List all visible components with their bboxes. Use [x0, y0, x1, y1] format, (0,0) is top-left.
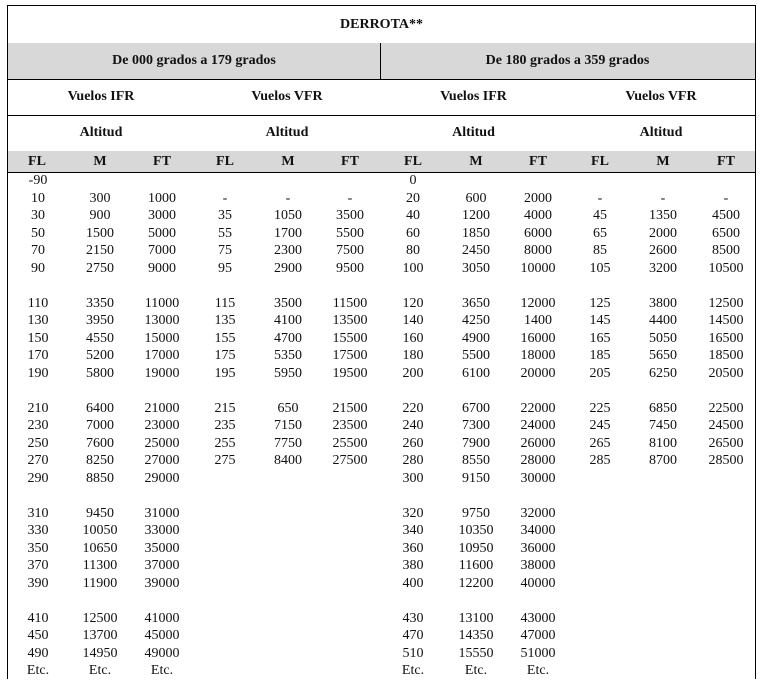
column-header-ft: FT	[717, 154, 735, 169]
column-header-row	[8, 151, 755, 173]
cell-fl: 125	[589, 295, 611, 311]
range-east: De 000 grados a 179 grados	[112, 53, 276, 68]
cell-ft: 21500	[332, 400, 368, 416]
column-header-m: M	[93, 154, 107, 169]
cell-ft: 18500	[708, 348, 744, 363]
cell-ft: 47000	[520, 628, 556, 643]
cell-ft: 4000	[524, 208, 552, 223]
range-west: De 180 grados a 359 grados	[485, 53, 650, 68]
cell-fl: 140	[402, 313, 424, 328]
cell-m: 12500	[82, 610, 118, 626]
cell-ft: 23500	[332, 418, 368, 433]
cell-ft: 3500	[336, 208, 364, 223]
cell-ft: 28000	[520, 453, 556, 468]
cell-fl: 20	[406, 190, 420, 206]
cell-fl: 450	[27, 628, 49, 643]
cell-fl: 105	[589, 260, 611, 276]
cell-m: 5950	[274, 365, 302, 381]
cell-m: 12200	[458, 575, 494, 591]
cell-fl: 275	[214, 453, 236, 468]
cell-m: 3050	[462, 260, 490, 276]
cell-fl: 45	[593, 208, 607, 223]
cell-fl: 235	[214, 418, 236, 433]
cell-ft: 38000	[520, 558, 556, 573]
cell-m: 10350	[458, 523, 494, 538]
cell-m: 8400	[274, 453, 302, 468]
cell-m: 5350	[274, 348, 302, 363]
cell-ft: 20000	[520, 365, 556, 381]
cell-ft: 45000	[144, 628, 180, 643]
column-header-fl: FL	[404, 154, 422, 169]
cell-fl: 150	[27, 330, 49, 346]
cell-ft: 5500	[336, 225, 364, 241]
cell-ft: 32000	[520, 505, 556, 521]
cell-fl: 200	[402, 365, 424, 381]
cell-fl: 245	[589, 418, 611, 433]
cell-ft: 49000	[144, 645, 180, 661]
cell-m: 6400	[86, 400, 114, 416]
cell-m: 2000	[649, 225, 677, 241]
cell-fl: 490	[27, 645, 49, 661]
cell-ft: 36000	[520, 540, 556, 556]
cell-fl: 280	[402, 453, 424, 468]
cell-fl: 0	[409, 173, 417, 188]
cell-fl: 340	[402, 523, 424, 538]
cell-ft: 28500	[708, 453, 744, 468]
cell-ft: 7500	[336, 243, 364, 258]
cell-ft: 29000	[144, 470, 180, 486]
cell-fl: 215	[214, 400, 236, 416]
cell-ft: 11500	[332, 295, 368, 311]
cell-fl: 120	[402, 295, 424, 311]
cell-ft: 43000	[520, 610, 556, 626]
cell-fl: 350	[27, 540, 49, 556]
cell-fl: 75	[218, 243, 232, 258]
cell-m: 1850	[462, 225, 490, 241]
flight-type-ifr-east: Vuelos IFR	[67, 89, 135, 104]
column-header-fl: FL	[28, 154, 46, 169]
cell-m: Etc.	[88, 663, 112, 678]
cell-m: 1500	[86, 225, 114, 241]
cell-fl: 400	[402, 575, 424, 591]
cell-ft: 24000	[520, 418, 556, 433]
cell-ft: 17500	[332, 348, 368, 363]
column-header-ft: FT	[341, 154, 359, 169]
cell-m: 4900	[462, 330, 490, 346]
cell-ft: 4500	[712, 208, 740, 223]
cell-fl: Etc.	[401, 663, 425, 678]
cell-m: 650	[277, 400, 299, 416]
cell-fl: 190	[27, 365, 49, 381]
cell-ft: 41000	[144, 610, 180, 626]
cell-m: 7150	[274, 418, 302, 433]
cell-ft: 22000	[520, 400, 556, 416]
altitude-label: Altitud	[639, 125, 683, 140]
cell-fl: 205	[589, 365, 611, 381]
cell-m: 9450	[86, 505, 114, 521]
cell-m: 4250	[462, 313, 490, 328]
cell-ft: 15500	[332, 330, 368, 346]
cell-ft: Etc.	[150, 663, 174, 678]
altitude-label: Altitud	[79, 125, 123, 140]
cell-m: 11300	[82, 558, 118, 573]
cell-m: 10650	[82, 540, 118, 556]
cell-fl: 285	[589, 453, 611, 468]
cell-fl: 55	[218, 225, 232, 241]
cell-m: 15550	[458, 645, 494, 661]
cell-ft: 25000	[144, 435, 180, 451]
cell-m: 10050	[82, 523, 118, 538]
cell-m: 2300	[274, 243, 302, 258]
cell-m: 2450	[462, 243, 490, 258]
cell-ft: 5000	[148, 225, 176, 241]
table-title: DERROTA**	[340, 16, 423, 32]
cell-m: 8700	[649, 453, 677, 468]
cell-fl: 430	[402, 610, 424, 626]
cell-m: 3200	[649, 260, 677, 276]
cell-m: Etc.	[464, 663, 488, 678]
cell-ft: 21000	[144, 400, 180, 416]
cell-m: 1700	[274, 225, 302, 241]
cell-m: 2900	[274, 260, 302, 276]
cell-m: 3800	[649, 295, 677, 311]
cell-m: 7750	[274, 435, 302, 451]
cell-ft: 12000	[520, 295, 556, 311]
cell-ft: -	[723, 190, 729, 206]
cell-ft: 13000	[144, 313, 180, 328]
cell-m: 14950	[82, 645, 118, 661]
cell-ft: 17000	[144, 348, 180, 363]
cell-m: 4550	[86, 330, 114, 346]
cell-ft: 8500	[712, 243, 740, 258]
cell-fl: 225	[589, 400, 611, 416]
cell-fl: 100	[402, 260, 424, 276]
cell-ft: 3000	[148, 208, 176, 223]
column-header-ft: FT	[153, 154, 171, 169]
altitude-label: Altitud	[452, 125, 495, 140]
cell-ft: 20500	[708, 365, 744, 381]
cell-ft: 12500	[708, 295, 744, 311]
cell-fl: 160	[402, 330, 424, 346]
cell-fl: 165	[589, 330, 611, 346]
cell-fl: 360	[402, 540, 424, 556]
cell-ft: 10000	[520, 260, 556, 276]
cell-m: 9150	[462, 470, 490, 486]
altitude-table	[7, 5, 756, 679]
cell-ft: 35000	[144, 540, 180, 556]
cell-m: -	[285, 190, 291, 206]
cell-ft: 6000	[524, 225, 552, 241]
cell-fl: 310	[27, 505, 49, 521]
cell-fl: 380	[402, 558, 424, 573]
cell-ft: 19000	[144, 365, 180, 381]
cell-fl: -	[222, 190, 228, 206]
cell-fl: 265	[589, 435, 611, 451]
cell-fl: 35	[218, 208, 232, 223]
cell-m: 2150	[86, 243, 114, 258]
cell-m: 7900	[462, 435, 490, 451]
cell-fl: 180	[402, 348, 424, 363]
cell-m: 3500	[274, 295, 302, 311]
cell-m: 2600	[649, 243, 677, 258]
cell-ft: 1000	[148, 190, 176, 206]
cell-ft: 27000	[144, 453, 180, 468]
cell-m: 2750	[86, 260, 114, 276]
cell-fl: 185	[589, 348, 611, 363]
cell-ft: 13500	[332, 313, 368, 328]
cell-ft: 31000	[144, 505, 180, 521]
cell-fl: 230	[27, 418, 49, 433]
cell-ft: 33000	[144, 523, 180, 538]
cell-m: 5650	[649, 348, 677, 363]
cell-fl: 155	[214, 330, 236, 346]
cell-m: 900	[89, 208, 111, 223]
cell-fl: 220	[402, 400, 424, 416]
cell-fl: 65	[593, 225, 607, 241]
cell-m: 11600	[458, 558, 494, 573]
cell-fl: 90	[31, 260, 45, 276]
cell-m: 8100	[649, 435, 677, 451]
cell-m: 9750	[462, 505, 490, 521]
cell-fl: 290	[27, 470, 49, 486]
cell-ft: 39000	[144, 575, 180, 591]
cell-fl: 390	[27, 575, 49, 591]
altitude-row	[8, 115, 755, 152]
cell-fl: 195	[214, 365, 236, 381]
cell-m: 4100	[274, 313, 302, 328]
cell-fl: 95	[218, 260, 232, 276]
range-divider	[380, 43, 381, 79]
cell-ft: 9000	[148, 260, 176, 276]
column-header-m: M	[469, 154, 483, 169]
cell-ft: 23000	[144, 418, 180, 433]
cell-fl: 255	[214, 435, 236, 451]
cell-m: 5500	[462, 348, 490, 363]
cell-m: 3650	[462, 295, 490, 311]
cell-fl: 470	[402, 628, 424, 643]
cell-fl: 260	[402, 435, 424, 451]
cell-ft: 24500	[708, 418, 744, 433]
table-body	[8, 172, 755, 679]
cell-ft: 51000	[520, 645, 556, 661]
cell-m: 8850	[86, 470, 114, 486]
cell-ft: Etc.	[526, 663, 550, 678]
cell-fl: 510	[402, 645, 424, 661]
cell-fl: 145	[589, 313, 611, 328]
column-header-m: M	[281, 154, 295, 169]
cell-fl: 110	[27, 295, 49, 311]
cell-fl: 410	[27, 610, 49, 626]
cell-ft: 2000	[524, 190, 552, 206]
cell-m: 1200	[462, 208, 490, 223]
cell-ft: 6500	[712, 225, 740, 241]
flight-type-vfr-west: Vuelos VFR	[625, 89, 697, 104]
cell-m: 3950	[86, 313, 114, 328]
cell-fl: 170	[27, 348, 49, 363]
cell-m: 1050	[274, 208, 302, 223]
cell-ft: 22500	[708, 400, 744, 416]
cell-m: 7450	[649, 418, 677, 433]
cell-ft: 34000	[520, 523, 556, 538]
flight-type-vfr-east: Vuelos VFR	[251, 89, 323, 104]
cell-fl: 135	[214, 313, 236, 328]
cell-fl: 40	[406, 208, 420, 223]
cell-ft: 9500	[336, 260, 364, 276]
cell-fl: -90	[28, 173, 48, 188]
cell-ft: 19500	[332, 365, 368, 381]
cell-fl: 270	[27, 453, 49, 468]
cell-ft: 26000	[520, 435, 556, 451]
cell-fl: 85	[593, 243, 607, 258]
cell-m: 13100	[458, 610, 494, 626]
cell-m: 14350	[458, 628, 494, 643]
cell-m: 13700	[82, 628, 118, 643]
cell-m: 1350	[649, 208, 677, 223]
cell-m: 6250	[649, 365, 677, 381]
cell-ft: 37000	[144, 558, 180, 573]
cell-fl: 300	[402, 470, 424, 486]
range-row	[8, 43, 755, 80]
flight-type-ifr-west: Vuelos IFR	[440, 89, 507, 104]
cell-ft: 15000	[144, 330, 180, 346]
cell-fl: 370	[27, 558, 49, 573]
cell-fl: 80	[406, 243, 420, 258]
cell-m: 5200	[86, 348, 114, 363]
cell-ft: 40000	[520, 575, 556, 591]
cell-m: 6850	[649, 400, 677, 416]
cell-ft: 30000	[520, 470, 556, 486]
cell-fl: 30	[31, 208, 45, 223]
cell-m: 6100	[462, 365, 490, 381]
cell-fl: Etc.	[26, 663, 50, 678]
cell-ft: 11000	[144, 295, 180, 311]
cell-m: 8550	[462, 453, 490, 468]
cell-m: 7300	[462, 418, 490, 433]
cell-ft: 16000	[520, 330, 556, 346]
cell-ft: 18000	[520, 348, 556, 363]
cell-m: 600	[465, 190, 487, 206]
cell-ft: 25500	[332, 435, 368, 451]
cell-fl: 130	[27, 313, 49, 328]
cell-m: 5050	[649, 330, 677, 346]
cell-fl: 320	[402, 505, 424, 521]
cell-m: 5800	[86, 365, 114, 381]
cell-fl: -	[597, 190, 603, 206]
cell-m: 300	[89, 190, 111, 206]
cell-ft: 7000	[148, 243, 176, 258]
cell-ft: 26500	[708, 435, 744, 451]
cell-m: -	[660, 190, 666, 206]
cell-m: 7000	[86, 418, 114, 433]
cell-fl: 175	[214, 348, 236, 363]
cell-fl: 330	[27, 523, 49, 538]
cell-fl: 210	[27, 400, 49, 416]
cell-m: 10950	[458, 540, 494, 556]
cell-fl: 50	[31, 225, 45, 241]
column-header-m: M	[656, 154, 670, 169]
cell-fl: 240	[402, 418, 424, 433]
cell-ft: 8000	[524, 243, 552, 258]
cell-fl: 115	[214, 295, 236, 311]
altitude-label: Altitud	[265, 125, 309, 140]
cell-fl: 10	[31, 190, 45, 206]
title-row	[8, 6, 755, 44]
flight-type-row	[8, 79, 755, 116]
cell-m: 8250	[86, 453, 114, 468]
column-header-ft: FT	[529, 154, 547, 169]
cell-m: 6700	[462, 400, 490, 416]
cell-ft: 27500	[332, 453, 368, 468]
cell-ft: 14500	[708, 313, 744, 328]
cell-m: 7600	[86, 435, 114, 451]
cell-m: 3350	[86, 295, 114, 311]
cell-m: 4400	[649, 313, 677, 328]
cell-fl: 70	[31, 243, 45, 258]
cell-ft: 16500	[708, 330, 744, 346]
cell-m: 11900	[82, 575, 118, 591]
column-header-fl: FL	[591, 154, 609, 169]
cell-fl: 250	[27, 435, 49, 451]
cell-m: 4700	[274, 330, 302, 346]
cell-ft: 1400	[524, 313, 552, 328]
column-header-fl: FL	[216, 154, 234, 169]
cell-ft: -	[347, 190, 353, 206]
cell-ft: 10500	[708, 260, 744, 276]
cell-fl: 60	[406, 225, 420, 241]
